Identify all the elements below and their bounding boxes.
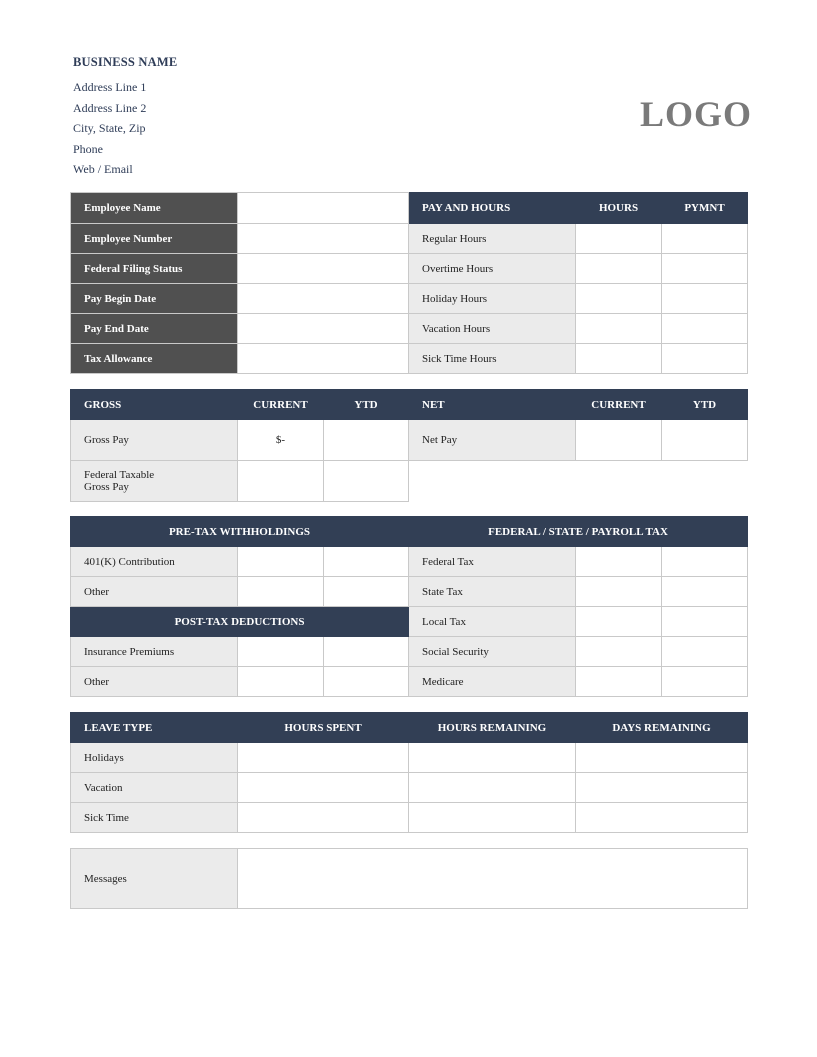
gross-pay-label: Gross Pay bbox=[71, 420, 238, 461]
pay-begin-date-field[interactable] bbox=[238, 284, 409, 314]
pymnt-col-header: PYMNT bbox=[662, 193, 748, 224]
pretax-other-current[interactable] bbox=[238, 577, 324, 607]
net-pay-ytd[interactable] bbox=[662, 420, 748, 461]
employee-pay-table bbox=[70, 192, 748, 374]
net-current-header: CURRENT bbox=[576, 390, 662, 420]
withholdings-tax-table bbox=[70, 516, 748, 697]
insurance-premiums-ytd[interactable] bbox=[324, 637, 409, 667]
federal-taxable-line-2: Gross Pay bbox=[84, 481, 129, 493]
overtime-pymnt-field[interactable] bbox=[662, 254, 748, 284]
vacation-label: Vacation bbox=[71, 773, 238, 803]
pretax-other-label: Other bbox=[71, 577, 238, 607]
federal-taxable-current[interactable] bbox=[238, 461, 324, 502]
employee-name-label: Employee Name bbox=[71, 193, 238, 224]
overtime-hours-label: Overtime Hours bbox=[409, 254, 576, 284]
state-tax-current[interactable] bbox=[576, 577, 662, 607]
holidays-days-remaining[interactable] bbox=[576, 743, 748, 773]
federal-taxable-ytd[interactable] bbox=[324, 461, 409, 502]
gross-current-header: CURRENT bbox=[238, 390, 324, 420]
messages-table bbox=[70, 848, 748, 909]
local-tax-current[interactable] bbox=[576, 607, 662, 637]
insurance-premiums-label: Insurance Premiums bbox=[71, 637, 238, 667]
gross-ytd-header: YTD bbox=[324, 390, 409, 420]
net-header: NET bbox=[409, 390, 576, 420]
posttax-other-current[interactable] bbox=[238, 667, 324, 697]
federal-tax-label: Federal Tax bbox=[409, 547, 576, 577]
sick-time-hours-label: Sick Time Hours bbox=[409, 344, 576, 374]
sick-time-pymnt-field[interactable] bbox=[662, 344, 748, 374]
pretax-other-ytd[interactable] bbox=[324, 577, 409, 607]
local-tax-ytd[interactable] bbox=[662, 607, 748, 637]
vacation-hours-field[interactable] bbox=[576, 314, 662, 344]
sick-time-hours-remaining[interactable] bbox=[409, 803, 576, 833]
sick-time-label: Sick Time bbox=[71, 803, 238, 833]
medicare-current[interactable] bbox=[576, 667, 662, 697]
leave-type-header: LEAVE TYPE bbox=[71, 713, 238, 743]
tax-allowance-field[interactable] bbox=[238, 344, 409, 374]
pay-end-date-field[interactable] bbox=[238, 314, 409, 344]
medicare-label: Medicare bbox=[409, 667, 576, 697]
vacation-hours-remaining[interactable] bbox=[409, 773, 576, 803]
regular-hours-field[interactable] bbox=[576, 224, 662, 254]
holidays-hours-remaining[interactable] bbox=[409, 743, 576, 773]
address-line-2: Address Line 2 bbox=[73, 101, 147, 115]
pretax-header: PRE-TAX WITHHOLDINGS bbox=[71, 517, 409, 547]
city-state-zip: City, State, Zip bbox=[73, 121, 146, 135]
hours-remaining-header: HOURS REMAINING bbox=[409, 713, 576, 743]
federal-filing-status-label: Federal Filing Status bbox=[71, 254, 238, 284]
net-ytd-header: YTD bbox=[662, 390, 748, 420]
days-remaining-header: DAYS REMAINING bbox=[576, 713, 748, 743]
federal-tax-ytd[interactable] bbox=[662, 547, 748, 577]
hours-col-header: HOURS bbox=[576, 193, 662, 224]
regular-hours-label: Regular Hours bbox=[409, 224, 576, 254]
social-security-current[interactable] bbox=[576, 637, 662, 667]
hours-spent-header: HOURS SPENT bbox=[238, 713, 409, 743]
messages-label: Messages bbox=[71, 849, 238, 909]
gross-pay-ytd[interactable] bbox=[324, 420, 409, 461]
employee-number-label: Employee Number bbox=[71, 224, 238, 254]
pay-begin-date-label: Pay Begin Date bbox=[71, 284, 238, 314]
posttax-header: POST-TAX DEDUCTIONS bbox=[71, 607, 409, 637]
business-name: BUSINESS NAME bbox=[73, 55, 178, 69]
federal-taxable-line-1: Federal Taxable bbox=[84, 469, 155, 481]
local-tax-label: Local Tax bbox=[409, 607, 576, 637]
insurance-premiums-current[interactable] bbox=[238, 637, 324, 667]
federal-tax-current[interactable] bbox=[576, 547, 662, 577]
state-tax-label: State Tax bbox=[409, 577, 576, 607]
messages-field[interactable] bbox=[238, 849, 748, 909]
holiday-hours-label: Holiday Hours bbox=[409, 284, 576, 314]
leave-table bbox=[70, 712, 748, 833]
net-pay-current[interactable] bbox=[576, 420, 662, 461]
pay-hours-header: PAY AND HOURS bbox=[409, 193, 576, 224]
holidays-label: Holidays bbox=[71, 743, 238, 773]
employee-number-field[interactable] bbox=[238, 224, 409, 254]
posttax-other-ytd[interactable] bbox=[324, 667, 409, 697]
vacation-days-remaining[interactable] bbox=[576, 773, 748, 803]
medicare-ytd[interactable] bbox=[662, 667, 748, 697]
logo-placeholder: LOGO bbox=[640, 94, 753, 134]
vacation-pymnt-field[interactable] bbox=[662, 314, 748, 344]
contribution-401k-ytd[interactable] bbox=[324, 547, 409, 577]
contribution-401k-label: 401(K) Contribution bbox=[71, 547, 238, 577]
employee-name-field[interactable] bbox=[238, 193, 409, 224]
address-line-1: Address Line 1 bbox=[73, 80, 147, 94]
pay-end-date-label: Pay End Date bbox=[71, 314, 238, 344]
holidays-hours-spent[interactable] bbox=[238, 743, 409, 773]
vacation-hours-spent[interactable] bbox=[238, 773, 409, 803]
web-email: Web / Email bbox=[73, 162, 133, 176]
overtime-hours-field[interactable] bbox=[576, 254, 662, 284]
gross-header: GROSS bbox=[71, 390, 238, 420]
federal-filing-status-field[interactable] bbox=[238, 254, 409, 284]
gross-net-table bbox=[70, 389, 748, 502]
regular-pymnt-field[interactable] bbox=[662, 224, 748, 254]
phone: Phone bbox=[73, 142, 103, 156]
federal-taxable-gross-label bbox=[71, 461, 238, 502]
social-security-label: Social Security bbox=[409, 637, 576, 667]
payroll-tax-header: FEDERAL / STATE / PAYROLL TAX bbox=[409, 517, 748, 547]
tax-allowance-label: Tax Allowance bbox=[71, 344, 238, 374]
sick-time-hours-spent[interactable] bbox=[238, 803, 409, 833]
posttax-other-label: Other bbox=[71, 667, 238, 697]
sick-time-hours-field[interactable] bbox=[576, 344, 662, 374]
state-tax-ytd[interactable] bbox=[662, 577, 748, 607]
holiday-pymnt-field[interactable] bbox=[662, 284, 748, 314]
vacation-hours-label: Vacation Hours bbox=[409, 314, 576, 344]
gross-pay-current[interactable]: $- bbox=[238, 420, 324, 461]
sick-time-days-remaining[interactable] bbox=[576, 803, 748, 833]
holiday-hours-field[interactable] bbox=[576, 284, 662, 314]
net-pay-label: Net Pay bbox=[409, 420, 576, 461]
contribution-401k-current[interactable] bbox=[238, 547, 324, 577]
social-security-ytd[interactable] bbox=[662, 637, 748, 667]
